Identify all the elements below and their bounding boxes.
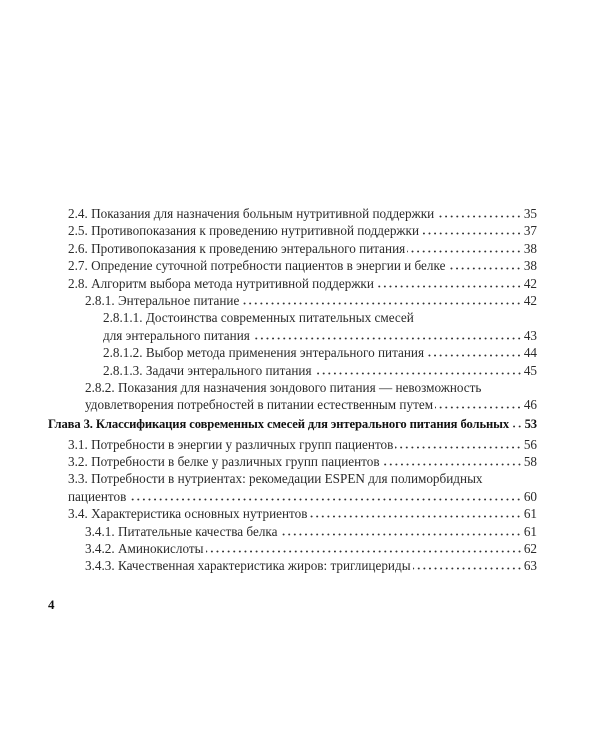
toc-entry-title: 2.7. Опредение суточной потребности пациентов в энергии и белке	[68, 258, 446, 274]
page-number: 4	[48, 597, 55, 612]
leader-dots	[206, 543, 522, 553]
toc-entry-page: 53	[524, 417, 537, 432]
toc-entry-page: 46	[523, 397, 537, 413]
toc-chapter-title: Глава 3. Классификация современных смесей для энтерального питания больных	[48, 417, 510, 432]
toc-entry[interactable]	[48, 540, 537, 557]
leader-dots	[376, 278, 522, 288]
toc-entry-title: 2.8.1. Энтеральное питание	[85, 292, 240, 308]
toc-entry-page: 61	[523, 506, 537, 522]
toc-entry-title: 2.4. Показания для назначения больным нутритивной поддержки	[68, 206, 435, 221]
toc-entry-page: 37	[523, 223, 537, 239]
toc-entry-page: 61	[523, 523, 537, 539]
toc-entry-title: 2.8.2. Показания для назначения зондового питания — невозможность	[85, 379, 482, 395]
toc-entry-page: 38	[523, 240, 537, 256]
toc-entry-title: 3.4. Характеристика основных нутриентов	[68, 506, 308, 522]
toc-chapter-entry[interactable]	[48, 414, 537, 434]
leader-dots	[407, 243, 522, 253]
toc-entry-title: 3.4.3. Качественная характеристика жиров: триглицериды	[85, 558, 411, 574]
leader-dots	[382, 456, 522, 466]
toc-entry-title-cont: пациентов	[68, 488, 127, 504]
leader-dots	[511, 418, 522, 428]
toc-entry-title: 2.8.1.2. Выбор метода применения энтерального питания	[103, 345, 425, 361]
toc-entry-title: 3.4.1. Питательные качества белка	[85, 523, 278, 539]
leader-dots	[426, 347, 522, 357]
table-of-contents	[48, 205, 537, 575]
toc-entry-title: 3.3. Потребности в нутриентах: рекомедации ESPEN для полиморбидных	[68, 471, 483, 487]
toc-entry-title: 2.6. Противопоказания к проведению энтерального питания	[68, 240, 406, 256]
toc-entry-title: 3.4.2. Аминокислоты	[85, 541, 204, 557]
leader-dots	[413, 560, 522, 570]
toc-entry-continuation[interactable]	[48, 327, 537, 344]
toc-entry-title-cont: удовлетворения потребностей в питании естественным путем	[85, 397, 434, 413]
toc-entry[interactable]	[48, 275, 537, 292]
toc-entry[interactable]	[48, 470, 537, 487]
toc-entry-page: 42	[523, 275, 537, 291]
toc-entry-title: 2.8. Алгоритм выбора метода нутритивной поддержки	[68, 275, 374, 291]
toc-entry-page: 44	[523, 345, 537, 361]
toc-entry[interactable]	[48, 240, 537, 257]
toc-entry[interactable]	[48, 436, 537, 453]
toc-entry[interactable]	[48, 222, 537, 239]
leader-dots	[128, 491, 521, 501]
leader-dots	[447, 260, 521, 270]
toc-entry-page: 60	[523, 488, 537, 504]
toc-entry-page: 56	[523, 436, 537, 452]
toc-entry-page: 58	[523, 454, 537, 470]
toc-entry-title: 2.8.1.3. Задачи энтерального питания	[103, 362, 312, 378]
toc-entry-title: 2.8.1.1. Достоинства современных питательных смесей	[103, 310, 414, 326]
toc-entry-page: 45	[523, 362, 537, 378]
toc-entry-page: 63	[523, 558, 537, 574]
toc-entry-title: 3.1. Потребности в энергии у различных групп пациентов	[68, 436, 394, 452]
leader-dots	[395, 439, 521, 449]
toc-entry-continuation[interactable]	[48, 396, 537, 413]
toc-entry[interactable]	[48, 362, 537, 379]
toc-entry[interactable]	[48, 505, 537, 522]
toc-entry-page: 38	[523, 258, 537, 274]
toc-entry-title: 3.2. Потребности в белке у различных групп пациентов	[68, 454, 380, 470]
toc-entry-continuation[interactable]	[48, 488, 537, 505]
toc-entry-title-cont: для энтерального питания	[103, 327, 250, 343]
toc-entry-page: 62	[523, 541, 537, 557]
toc-entry[interactable]	[48, 557, 537, 574]
leader-dots	[314, 365, 522, 375]
toc-entry[interactable]	[48, 344, 537, 361]
leader-dots	[309, 508, 521, 518]
toc-entry-page: 42	[523, 292, 537, 308]
leader-dots	[252, 330, 522, 340]
toc-entry[interactable]	[48, 453, 537, 470]
toc-entry-page: 35	[523, 206, 537, 221]
leader-dots	[435, 399, 522, 409]
toc-entry[interactable]	[48, 205, 537, 222]
leader-dots	[436, 208, 522, 218]
toc-entry[interactable]	[48, 292, 537, 309]
toc-entry[interactable]	[48, 379, 537, 396]
leader-dots	[241, 295, 521, 305]
toc-entry[interactable]	[48, 523, 537, 540]
toc-entry-title: 2.5. Противопоказания к проведению нутритивной поддержки	[68, 223, 420, 239]
leader-dots	[421, 225, 522, 235]
toc-entry[interactable]	[48, 257, 537, 274]
toc-entry[interactable]	[48, 309, 537, 326]
leader-dots	[279, 526, 521, 536]
toc-entry-page: 43	[523, 327, 537, 343]
